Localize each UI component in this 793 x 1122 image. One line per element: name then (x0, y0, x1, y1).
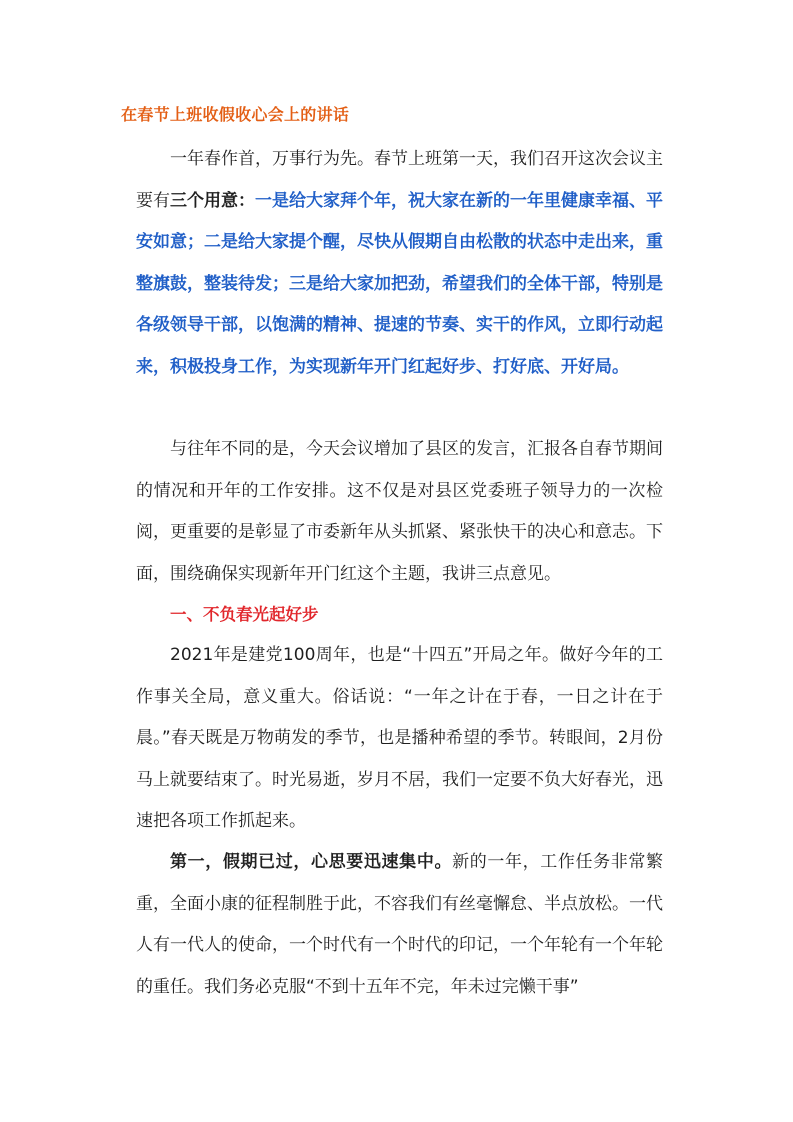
section-heading-1: 一、不负春光起好步 (170, 605, 319, 624)
paragraph-point-1 (136, 842, 663, 1008)
paragraph-context: 与往年不同的是，今天会议增加了县区的发言，汇报各自春节期间的情况和开年的工作安排。这不仅是对县区党委班子领导力的一次检阅，更重要的是彰显了市委新年从头抓紧、紧张快干的决心和意志。下面，围绕确保实现新年开门红这个主题，我讲三点意见。 (136, 439, 663, 584)
intro-lead-text: 一年春作首，万事行为先。春节上班第一天，我们召开这次会议主要有 (136, 149, 663, 211)
intro-bold-text: 三个用意： (170, 190, 255, 211)
document-title: 在春节上班收假收心会上的讲话 (121, 105, 350, 124)
point-1-body-text: 新的一年，工作任务非常繁重，全面小康的征程制胜于此，不容我们有丝毫懈怠、半点放松。一代人有一代人的使命，一个时代有一个时代的印记，一个年轮有一个年轮的重任。我们务必克服“不到十五年不完，年未过完懒干事” (136, 852, 664, 997)
paragraph-intro (136, 139, 663, 388)
paragraph-section-1: 2021年是建党100周年，也是“十四五”开局之年。做好今年的工作事关全局，意义重大。俗话说：“一年之计在于春，一日之计在于晨。”春天既是万物萌发的季节，也是播种希望的季节。转眼间，2月份马上就要结束了。时光易逝，岁月不居，我们一定要不负大好春光，迅速把各项工作抓起来。 (136, 645, 663, 831)
intro-highlight-text: 一是给大家拜个年，祝大家在新的一年里健康幸福、平安如意；二是给大家提个醒，尽快从假期自由松散的状态中走出来，重整旗鼓，整装待发；三是给大家加把劲，希望我们的全体干部，特别是各级领导干部，以饱满的精神、提速的节奏、实干的作风，立即行动起来，积极投身工作，为实现新年开门红起好步、打好底、开好局。 (136, 190, 663, 377)
point-1-heading-text: 第一，假期已过，心思要迅速集中。 (170, 852, 453, 872)
